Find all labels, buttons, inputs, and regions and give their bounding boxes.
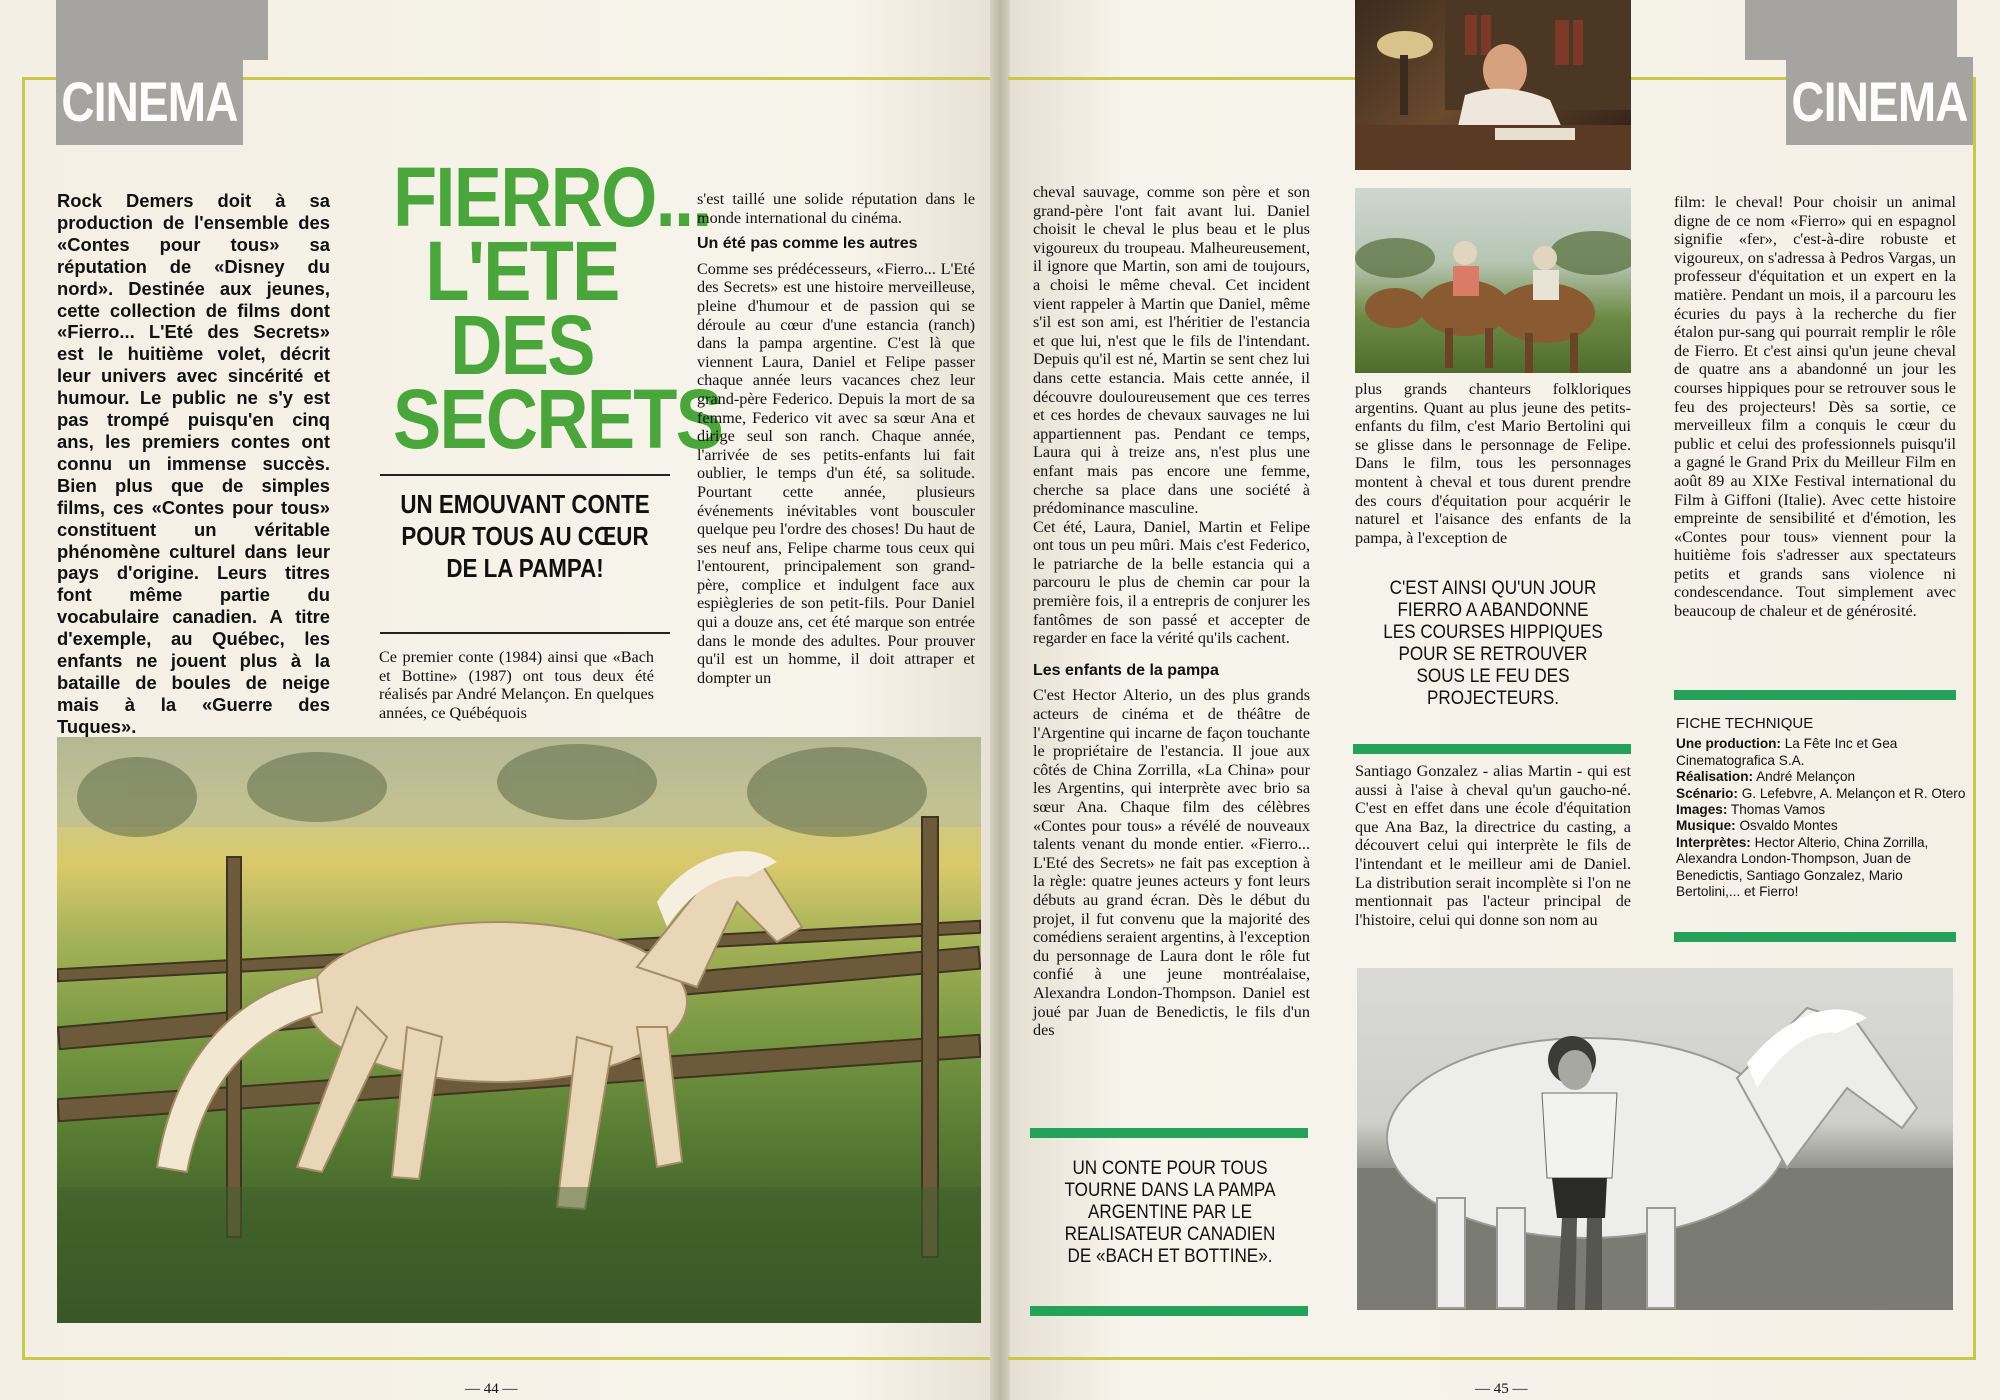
column-6: film: le cheval! Pour choisir un animal digne de ce nom «Fierro» qui en espagnol signifie «fer», c'est-à-dire robuste et vigoureux, on s'adressa à Pedros Vargas, un professeur d'équitation et un expert en la matière. Pendant un mois, il a parcouru les écuries du pays à la recherche du fier étalon pur-sang qui pourrait remplir le rôle de Fierro. Et c'est ainsi qu'un jeune cheval de quatre ans a abandonné un jour les courses hippiques pour se retrouver sous le feu des projecteurs! Dès sa sortie, ce merveilleux film a conquis le cœur du public et celui des professionnels puisqu'il a gagné le Grand Prix du Meilleur Film en août 89 au XIXe Festival international du Film à Giffoni (Italie). Avec cette histoire empreinte de sensibilité et d'émotion, les «Contes pour tous» viennent pour la huitième fois s'adresser aux spectateurs petits et grands sans violence ni condescendance. Tout simplement avec beaucoup de chaleur et de générosité.	[1674, 193, 1956, 621]
column-5-bottom: Santiago Gonzalez - alias Martin - qui est aussi à l'aise à cheval qu'un gaucho-né. C'est en effet dans une école d'équitation que Ana Baz, la directrice du casting, a découvert celui qui interprète le fils de l'intendant et le meilleur ami de Daniel. La distribution serait incomplète si l'on ne mentionnait pas l'acteur principal de l'histoire, celui qui donne son nom au	[1355, 762, 1631, 929]
subhead-enfants: Les enfants de la pampa	[1033, 661, 1219, 679]
column-4-body: C'est Hector Alterio, un des plus grands acteurs de cinéma et de théâtre de l'Argentine qui incarne de façon touchante le propriétaire de l'estancia. Il joue aux côtés de China Zorrilla, «La China» pour les Argentins, qui interprète avec brio sa sœur Ana. Chaque film des célèbres «Contes pour tous» a révélé de nouveaux talents venant du monde entier. «Fierro... L'Eté des Secrets» ne fait pas exception à la règle: quatre jeunes acteurs y font leurs débuts au grand écran. Dès le début du projet, il fut convenu que la majorité des comédiens seraient argentins, à l'exception du personnage de Laura dont le rôle fut confié à une jeune montréalaise, Alexandra London-Thompson. Daniel est joué par Juan de Benedictis, le fils d'un des	[1033, 686, 1310, 1040]
fiche-row	[1676, 736, 1966, 769]
fiche-row	[1676, 818, 1966, 834]
riders-photo	[1355, 188, 1631, 373]
column-4-top: cheval sauvage, comme son père et son grand-père l'ont fait avant lui. Daniel choisit le cheval le plus beau et le plus vigoureux du troupeau. Malheureusement, il ignore que Martin, son ami de toujours, a choisi le même cheval. Cet incident vient rappeler à Martin que Daniel, même s'il est son ami, est l'héritier de l'estancia et que lui, n'est que le fils de l'intendant. Depuis qu'il est né, Martin se sent chez lui dans cette estancia. Mais cette année, il découvre douloureusement que ces terres et ces hordes de chevaux sauvages ne lui appartiennent pas. Pendant ce temps, Laura qui à treize ans, n'est plus une enfant mais pas encore une femme, cherche sa place dans une société à prédominance masculine.	[1033, 183, 1310, 518]
left-tag-bar	[56, 0, 268, 60]
fiche-value: G. Lefebvre, A. Melançon et R. Otero	[1741, 785, 1966, 801]
horse-photo	[57, 737, 981, 1323]
column-2-bottom: Ce premier conte (1984) ainsi que «Bach et Bottine» (1987) ont tous deux été réalisés par André Melançon. En quelques années, ce Québéquois	[379, 648, 654, 722]
article-subtitle: UN EMOUVANT CONTE POUR TOUS AU CŒUR DE LA PAMPA!	[400, 489, 650, 583]
page-number-left: — 44 —	[465, 1381, 518, 1397]
fiche-label: Images:	[1676, 802, 1728, 818]
desk-photo	[1355, 0, 1631, 170]
pullquote-2: C'EST AINSI QU'UN JOUR FIERRO A ABANDONNE LES COURSES HIPPIQUES POUR SE RETROUVER SOUS LE FEU DES PROJECTEURS.	[1383, 578, 1603, 709]
fiche-top-rule	[1674, 690, 1956, 700]
page-number-right: — 45 —	[1475, 1381, 1528, 1397]
fiche-heading: FICHE TECHNIQUE	[1676, 715, 1814, 732]
fiche-bottom-rule	[1674, 932, 1956, 942]
column-4	[1033, 183, 1310, 1040]
title-rule	[380, 474, 670, 476]
horse-illustration	[57, 737, 981, 1323]
spine-gutter	[990, 0, 1010, 1400]
column-3-top: s'est taillé une solide réputation dans le monde international du cinéma.	[697, 190, 975, 227]
column-4-top-2: Cet été, Laura, Daniel, Martin et Felipe ont tous un peu mûri. Mais c'est Federico, le patriarche de la belle estancia qui a parcouru le plus de chemin car pour la première fois, il a entrepris de conjurer les fantômes de son passé et accepter de regarder en face la vérité qu'ils cachent.	[1033, 517, 1310, 648]
fiche-label: Musique:	[1676, 818, 1736, 834]
pullquote-1-top-rule	[1030, 1128, 1308, 1138]
pullquote-1-bottom-rule	[1030, 1306, 1308, 1316]
fiche-value: La Fête Inc et Gea Cinematografica S.A.	[1676, 736, 1898, 768]
fiche-row	[1676, 769, 1966, 785]
fiche-row	[1676, 802, 1966, 818]
fiche-technique	[1676, 716, 1966, 900]
column-5-top: plus grands chanteurs folkloriques argentins. Quant au plus jeune des petits-enfants du film, c'est Mario Bertolini qui se glisse dans le personnage de Felipe. Dans le film, tous les personnages montent à cheval et tous durent prendre des cours d'équitation pour acquérir le naturel et l'aisance des enfants de la pampa, à l'exception de	[1355, 380, 1631, 547]
article-title: FIERRO... L'ETE DES SECRETS	[393, 150, 723, 466]
boy-horse-illustration	[1357, 968, 1953, 1310]
fiche-label: Interprètes:	[1676, 834, 1751, 850]
pullquote-1: UN CONTE POUR TOUS TOURNE DANS LA PAMPA ARGENTINE PAR LE REALISATEUR CANADIEN DE «BACH ET BOTTINE».	[1064, 1158, 1276, 1267]
right-tag-bar	[1745, 0, 1957, 60]
boy-horse-photo	[1357, 968, 1953, 1310]
fiche-row	[1676, 835, 1966, 901]
subhead-ete: Un été pas comme les autres	[697, 235, 918, 253]
riders-illustration	[1355, 188, 1631, 373]
fiche-value: Thomas Vamos	[1730, 802, 1826, 818]
section-tag-left: CINEMA	[56, 57, 243, 145]
fiche-value: Osvaldo Montes	[1739, 818, 1838, 834]
column-3	[697, 190, 975, 687]
fiche-row	[1676, 786, 1966, 802]
pullquote-2-rule	[1353, 744, 1631, 754]
man-at-desk-illustration	[1355, 0, 1631, 170]
subtitle-rule	[380, 632, 670, 634]
column-3-body: Comme ses prédécesseurs, «Fierro... L'Eté des Secrets» est une histoire merveilleuse, pleine d'humour et de passion qui se déroule au cœur d'une estancia (ranch) dans la pampa argentine. C'est là que viennent Laura, Daniel et Felipe passer chaque année leurs vacances chez leur grand-père Federico. Depuis la mort de sa femme, Federico vit avec sa sœur Ana et dirige seul son ranch. Chaque année, l'arrivée de ses petits-enfants lui fait oublier, le temps d'un été, sa solitude. Pourtant cette année, plusieurs événements inévitables vont bousculer quelque peu l'ordre des choses! Du haut de ses neuf ans, Felipe charme tous ceux qui l'entourent, principalement son grand-père, complice et indulgent face aux espiègleries de son petit-fils. Pour Daniel qui a douze ans, cet été marque son entrée dans le monde des adultes. Pour prouver qu'il est un homme, il doit attraper et dompter un	[697, 259, 975, 687]
fiche-label: Scénario:	[1676, 785, 1738, 801]
fiche-label: Réalisation:	[1676, 769, 1754, 785]
section-tag-right: CINEMA	[1786, 57, 1973, 145]
intro-text: Rock Demers doit à sa production de l'ensemble des «Contes pour tous» sa réputation de «Disney du nord». Destinée aux jeunes, cette collection de films dont «Fierro... L'Eté des Secrets» est le huitième volet, décrit leur univers avec sincérité et humour. Le public ne s'y est pas trompé puisqu'en cinq ans, les premiers contes ont connu un immense succès. Bien plus que de simples films, ces «Contes pour tous» constituent un véritable phénomène culturel dans leur pays d'origine. Leurs titres font même partie du vocabulaire canadien. A titre d'exemple, au Québec, les enfants ne jouent plus à la bataille de boules de neige mais à la «Guerre des Tuques».	[57, 190, 330, 737]
fiche-value: André Melançon	[1756, 769, 1856, 785]
fiche-label: Une production:	[1676, 736, 1781, 752]
fiche-value: Hector Alterio, China Zorrilla, Alexandra London-Thompson, Juan de Benedictis, Santiago Gonzalez, Mario Bertolini,... et Fierro!	[1676, 834, 1929, 900]
